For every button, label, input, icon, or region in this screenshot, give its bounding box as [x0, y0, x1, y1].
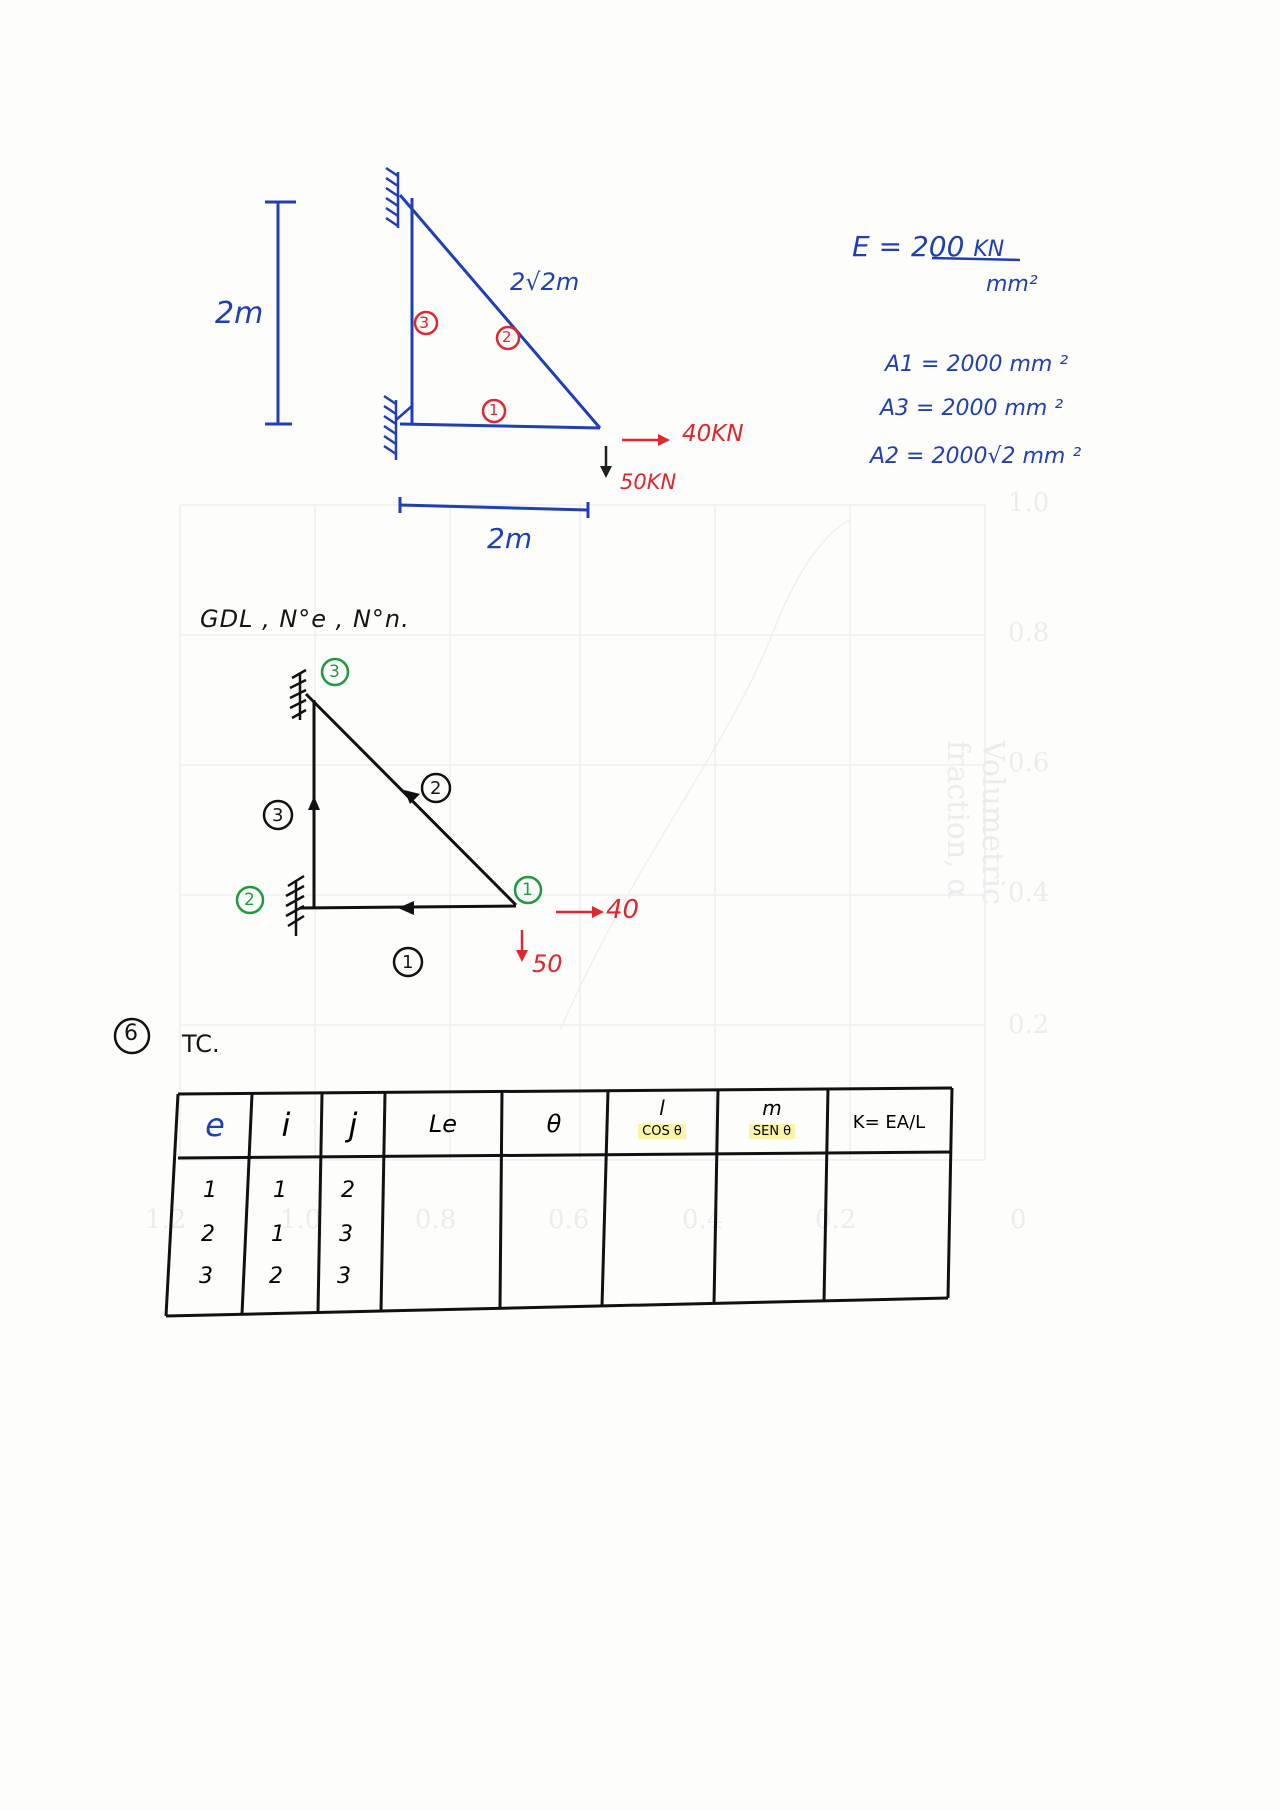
element-label-3: 3 — [272, 805, 284, 826]
header-l-symbol: l — [659, 1096, 665, 1120]
area-2: A2 = 2000√2 mm ² — [870, 444, 1082, 469]
modulus-E-label: E = 200 — [852, 230, 965, 263]
modulus-E-den-unit: mm² — [986, 272, 1038, 297]
header-m — [718, 1096, 826, 1139]
header-theta: θ — [546, 1110, 562, 1138]
header-i: i — [281, 1106, 291, 1144]
row-3-j: 3 — [337, 1264, 351, 1289]
row-3-i: 2 — [269, 1264, 283, 1289]
bg-x-tick: 0 — [1010, 1205, 1027, 1235]
bg-y-tick: 0.8 — [1008, 618, 1050, 648]
node-label-3: 3 — [329, 662, 340, 682]
bg-x-tick: 0.8 — [415, 1205, 457, 1235]
element-label-2: 2 — [430, 778, 442, 799]
bg-y-tick: 0.6 — [1008, 748, 1050, 778]
member-label-2: 2 — [502, 328, 512, 346]
bg-x-tick: 1.2 — [145, 1205, 187, 1235]
modulus-E-num-unit: KN — [973, 237, 1005, 262]
node-label-2: 2 — [244, 890, 255, 910]
header-j: j — [348, 1106, 358, 1144]
bg-y-tick: 0.2 — [1008, 1010, 1050, 1040]
area-1: A1 = 2000 mm ² — [885, 352, 1069, 377]
header-l-sub: COS θ — [638, 1124, 686, 1139]
node-label-1: 1 — [522, 880, 533, 900]
bg-x-tick: 0.4 — [682, 1205, 724, 1235]
step-number: 6 — [124, 1021, 138, 1046]
row-3-e: 3 — [199, 1264, 213, 1289]
numbering-load-v: 50 — [532, 950, 563, 978]
bg-x-tick: 0.6 — [548, 1205, 590, 1235]
dim-horizontal-label: 2m — [487, 522, 533, 555]
row-2-i: 1 — [271, 1222, 285, 1247]
bg-y-tick: 0.4 — [1008, 878, 1050, 908]
bg-x-tick: 1.0 — [280, 1205, 322, 1235]
member-label-3: 3 — [419, 313, 430, 332]
element-label-1: 1 — [402, 952, 414, 973]
row-1-e: 1 — [203, 1178, 217, 1203]
row-2-e: 2 — [201, 1222, 215, 1247]
row-2-j: 3 — [339, 1222, 353, 1247]
dim-vertical-label: 2m — [215, 296, 264, 331]
header-m-symbol: m — [762, 1096, 782, 1120]
member-label-1: 1 — [489, 401, 499, 419]
row-1-i: 1 — [273, 1178, 287, 1203]
bg-y-tick: 1.0 — [1008, 488, 1050, 518]
header-le: Le — [428, 1110, 458, 1138]
numbering-heading: GDL , N°e , N°n. — [200, 605, 410, 633]
area-3: A3 = 2000 mm ² — [880, 396, 1064, 421]
header-l — [608, 1096, 716, 1139]
header-k: K= EA/L — [852, 1112, 926, 1133]
bg-y-label: Volumetric fraction, α — [940, 740, 1010, 905]
load-h-label: 40KN — [682, 421, 744, 447]
header-m-sub: SEN θ — [749, 1124, 795, 1139]
header-e: e — [205, 1106, 225, 1144]
diag-length-label: 2√2m — [510, 268, 580, 296]
load-v-label: 50KN — [620, 470, 677, 494]
numbering-load-h: 40 — [606, 895, 640, 925]
row-1-j: 2 — [341, 1178, 355, 1203]
table-title: TC. — [182, 1030, 220, 1058]
bg-x-tick: 0.2 — [815, 1205, 857, 1235]
